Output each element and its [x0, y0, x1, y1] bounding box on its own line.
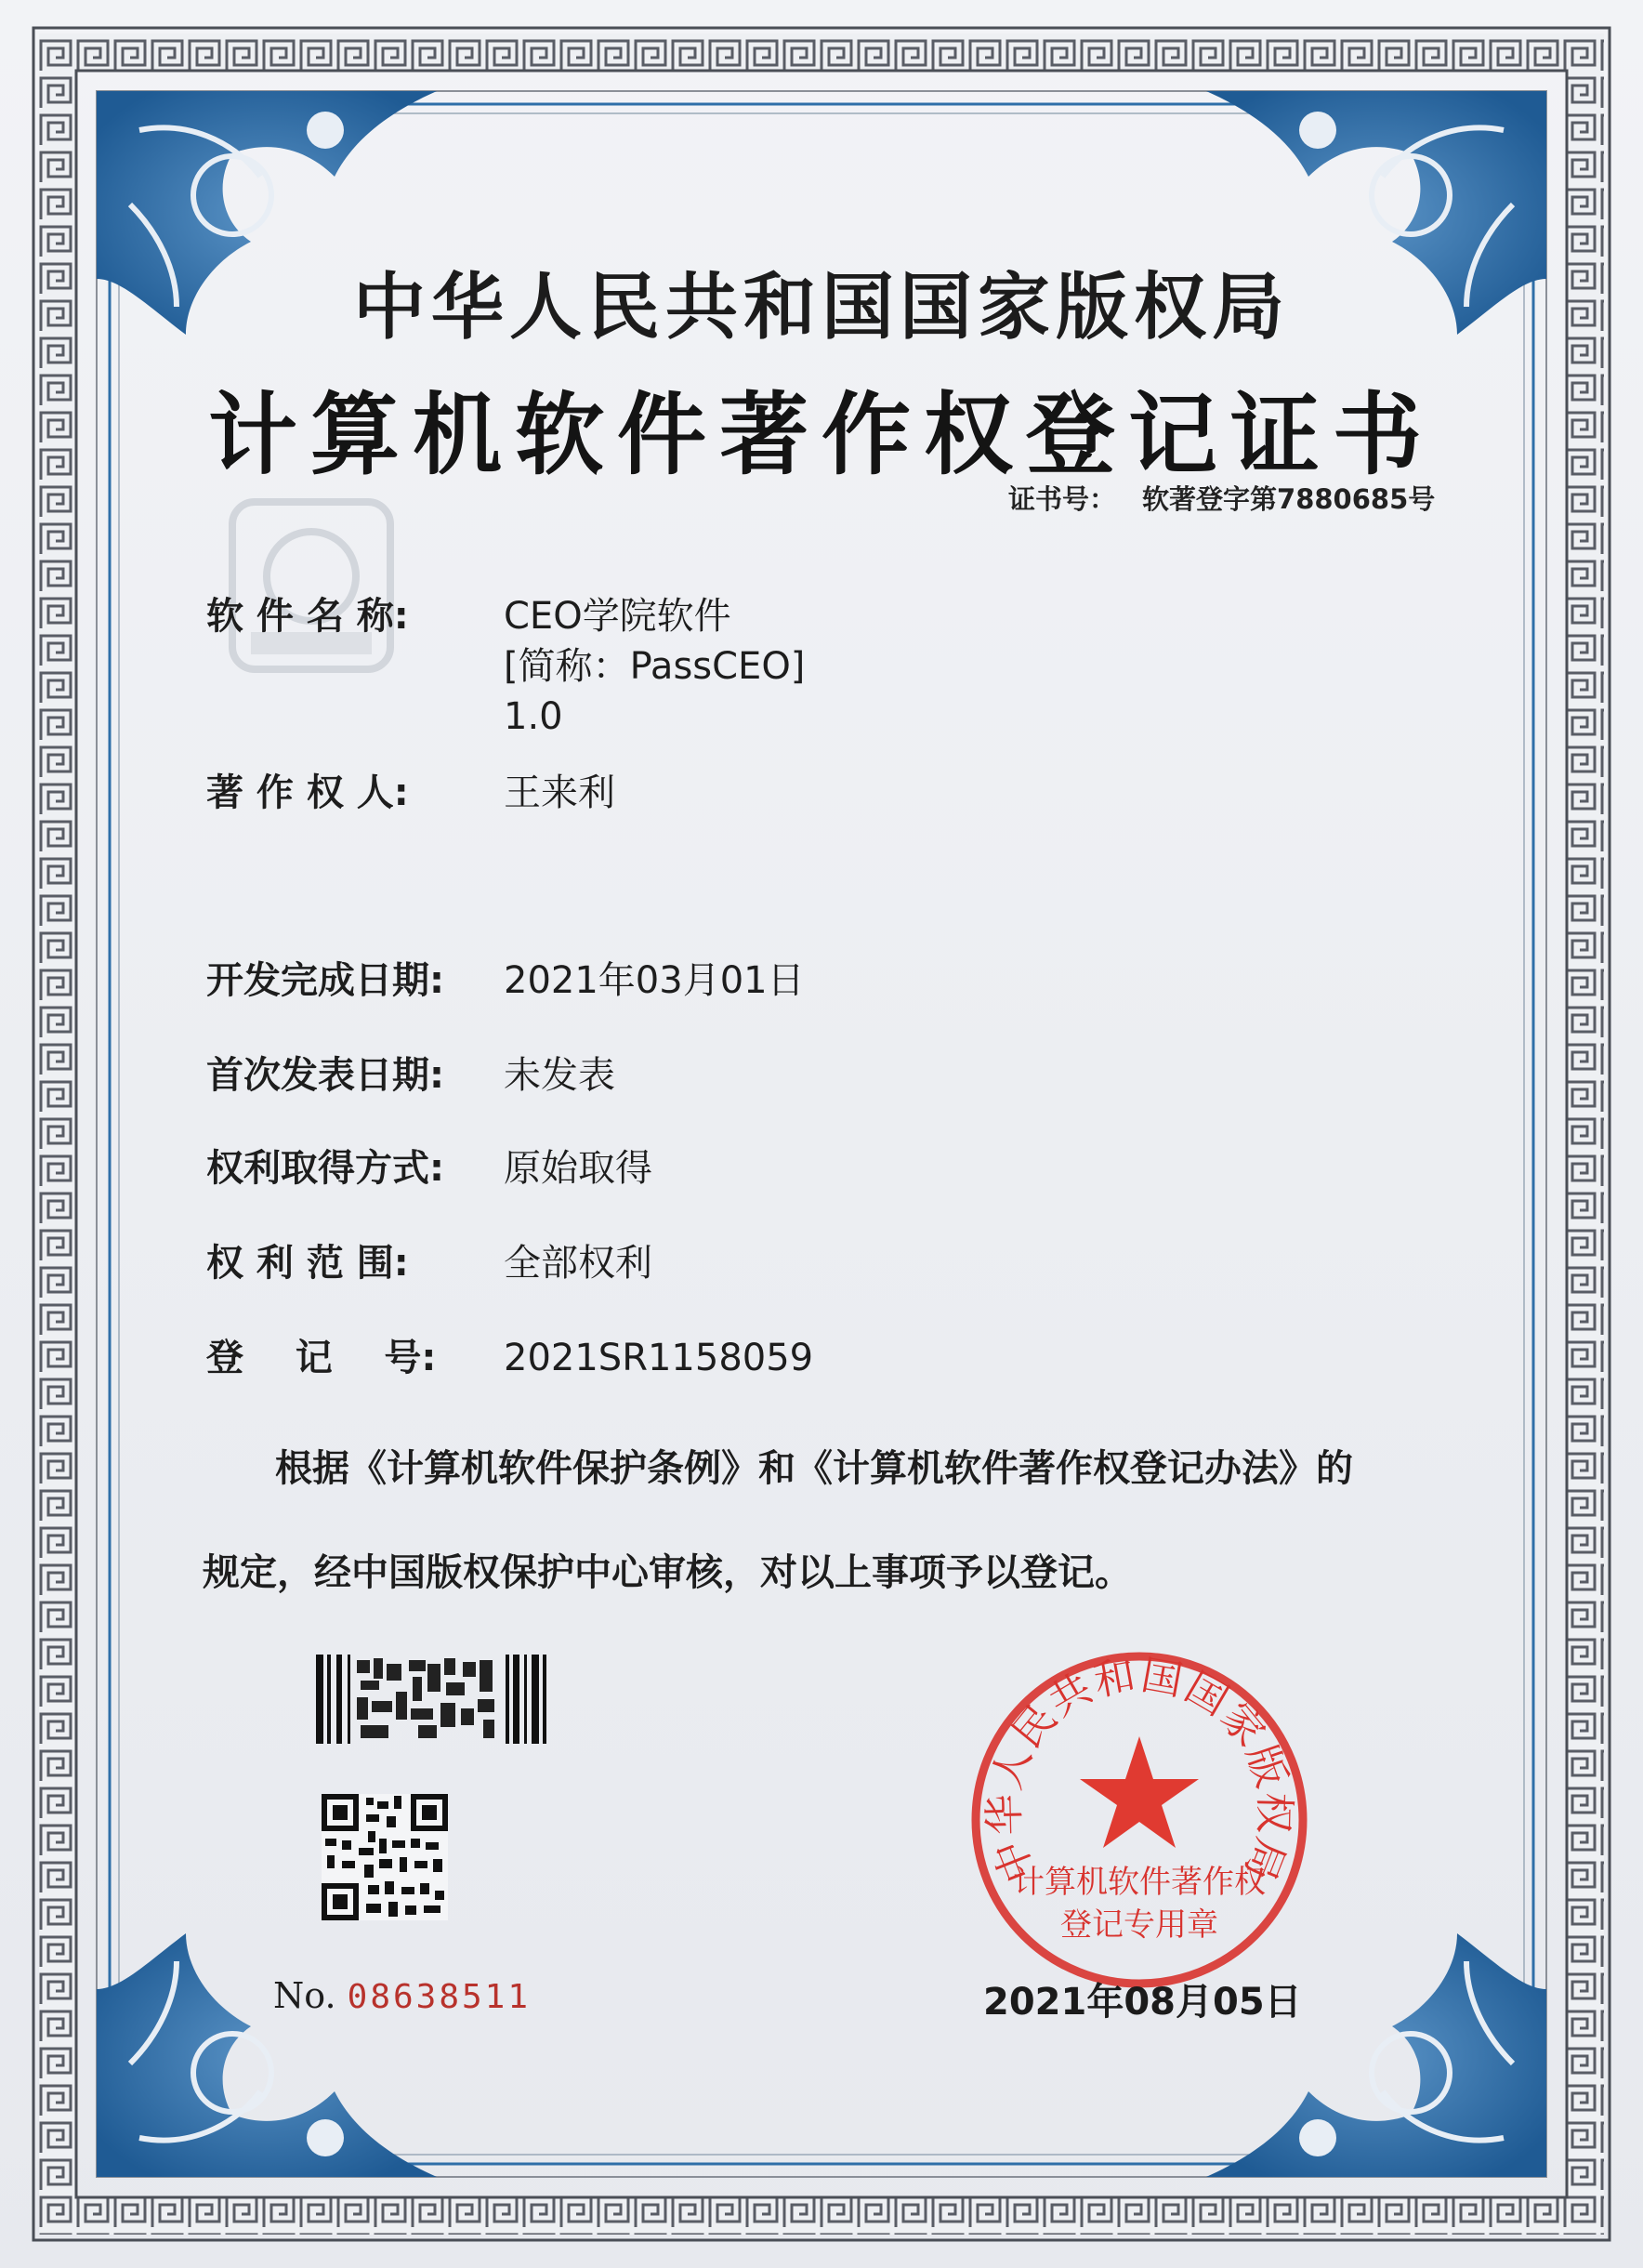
- corner-ornament-bottom-left: [97, 1933, 437, 2177]
- qr-code-icon: [322, 1794, 448, 1920]
- seal-center-line-2: 登记专用章: [1060, 1906, 1218, 1944]
- barcode-icon: [316, 1655, 548, 1744]
- field-value: 全部权利: [504, 1242, 652, 1285]
- seal-star-icon: [1080, 1736, 1199, 1848]
- field-value: 原始取得: [504, 1147, 652, 1190]
- field-label: 权 利 范 围:: [206, 1242, 409, 1285]
- issuing-authority: 中华人民共和国国家版权局: [352, 266, 1290, 349]
- field-value: 2021SR1158059: [504, 1337, 814, 1379]
- field-acquisition: [206, 1143, 652, 1193]
- software-version-line: 1.0: [504, 695, 563, 738]
- software-short-name-line: [简称：PassCEO]: [504, 645, 806, 688]
- field-label: 首次发表日期:: [206, 1054, 444, 1097]
- field-first-publication: [206, 1050, 615, 1101]
- certificate-number-label: 证书号：: [1008, 483, 1117, 515]
- field-completion-date: [206, 956, 805, 1006]
- field-label: 登 记 号:: [206, 1337, 437, 1379]
- field-label: 软 件 名 称:: [206, 595, 409, 638]
- statement-line-1: 根据《计算机软件保护条例》和《计算机软件著作权登记办法》的: [275, 1447, 1353, 1490]
- certificate-number-value: 软著登字第7880685号: [1142, 483, 1436, 515]
- field-scope: [206, 1238, 652, 1288]
- field-value: 2021年03月01日: [504, 959, 805, 1002]
- serial-number: [273, 1975, 531, 2016]
- field-registration-no: [206, 1333, 813, 1383]
- field-label: 著 作 权 人:: [206, 771, 409, 814]
- software-name-line: CEO学院软件: [504, 595, 731, 638]
- seal-center-line-1: 计算机软件著作权: [1013, 1864, 1266, 1901]
- serial-label: No.: [273, 1975, 336, 2016]
- certificate-number: [1008, 479, 1435, 517]
- field-label: 开发完成日期:: [206, 959, 444, 1002]
- field-value: 未发表: [504, 1054, 615, 1097]
- field-value: 王来利: [504, 771, 615, 814]
- official-seal: [963, 1643, 1316, 1997]
- field-software-name: [206, 591, 805, 742]
- issue-date: 2021年08月05日: [983, 1981, 1302, 2024]
- statement-line-2: 规定，经中国版权保护中心审核，对以上事项予以登记。: [203, 1551, 1132, 1594]
- serial-value: 08638511: [347, 1978, 532, 2016]
- field-label: 权利取得方式:: [206, 1147, 444, 1190]
- certificate-title: 计算机软件著作权登记证书: [208, 382, 1435, 487]
- field-copyright-holder: [206, 768, 615, 818]
- field-value: [504, 591, 805, 742]
- seal-ring-text: 中华人民共和国国家版权局: [980, 1651, 1298, 1889]
